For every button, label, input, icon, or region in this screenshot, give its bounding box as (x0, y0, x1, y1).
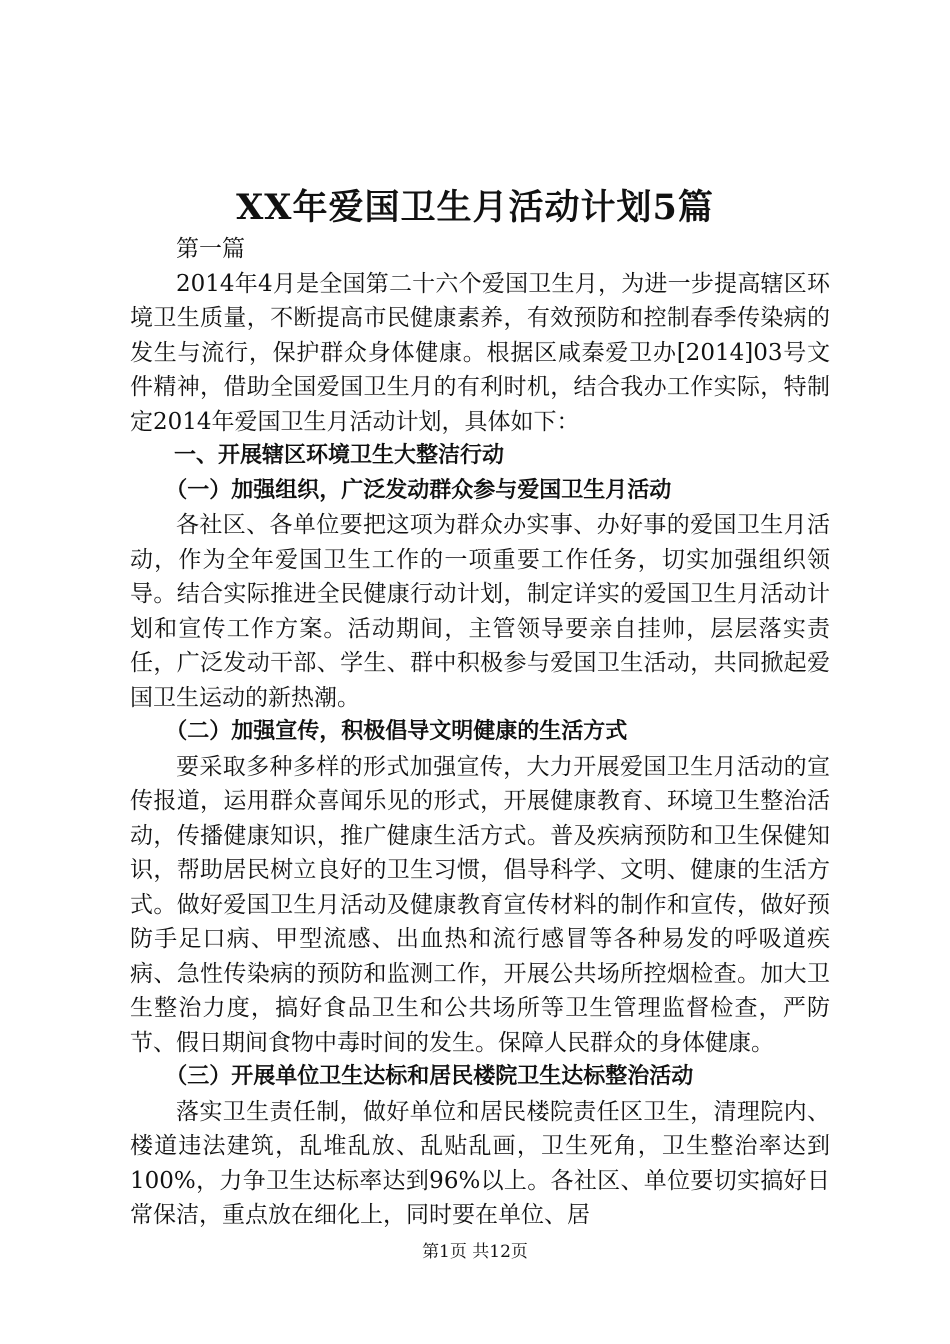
document-title: XX年爱国卫生月活动计划5篇 (236, 187, 714, 228)
page-footer: 第1页 共12页 (422, 1242, 528, 1262)
document-body (130, 232, 830, 1233)
paragraph-1: 各社区、各单位要把这项为群众办实事、办好事的爱国卫生月活动，作为全年爱国卫生工作的一项重要工作任务，切实加强组织领导。结合实际推进全民健康行动计划，制定详实的爱国卫生月活动计划和宣传工作方案。活动期间，主管领导要亲自挂帅，层层落实责任，广泛发动干部、学生、群中积极参与爱国卫生活动，共同掀起爱国卫生运动的新热潮。 (130, 512, 830, 711)
subheading-2: （二）加强宣传，积极倡导文明健康的生活方式 (165, 719, 628, 744)
subheading-1: （一）加强组织，广泛发动群众参与爱国卫生月活动 (165, 477, 672, 503)
paragraph-2: 要采取多种多样的形式加强宣传，大力开展爱国卫生月活动的宣传报道，运用群众喜闻乐见的形式，开展健康教育、环境卫生整治活动，传播健康知识，推广健康生活方式。普及疾病预防和卫生保健知识，帮助居民树立良好的卫生习惯，倡导科学、文明、健康的生活方式。做好爱国卫生月活动及健康教育宣传材料的制作和宣传，做好预防手足口病、甲型流感、出血热和流行感冒等各种易发的呼吸道疾病、急性传染病的预防和监测工作，开展公共场所控烟检查。加大卫生整治力度，搞好食品卫生和公共场所等卫生管理监督检查，严防节、假日期间食物中毒时间的发生。保障人民群众的身体健康。 (130, 753, 830, 1056)
heading-level-1: 一、开展辖区环境卫生大整洁行动 (174, 443, 505, 468)
subheading-3: （三）开展单位卫生达标和居民楼院卫生达标整治活动 (165, 1064, 694, 1089)
intro-paragraph: 2014年4月是全国第二十六个爱国卫生月，为进一步提高辖区环境卫生质量，不断提高市民健康素养，有效预防和控制春季传染病的发生与流行，保护群众身体健康。根据区咸秦爱卫办[2014]03号文件精神，借助全国爱国卫生月的有利时机，结合我办工作实际，特制定2014年爱国卫生月活动计划，具体如下： (130, 270, 830, 435)
section-label: 第一篇 (176, 236, 245, 262)
paragraph-3: 落实卫生责任制，做好单位和居民楼院责任区卫生，清理院内、楼道违法建筑，乱堆乱放、乱贴乱画，卫生死角，卫生整治率达到100%，力争卫生达标率达到96%以上。各社区、单位要切实搞好日常保洁，重点放在细化上，同时要在单位、居 (130, 1098, 830, 1228)
